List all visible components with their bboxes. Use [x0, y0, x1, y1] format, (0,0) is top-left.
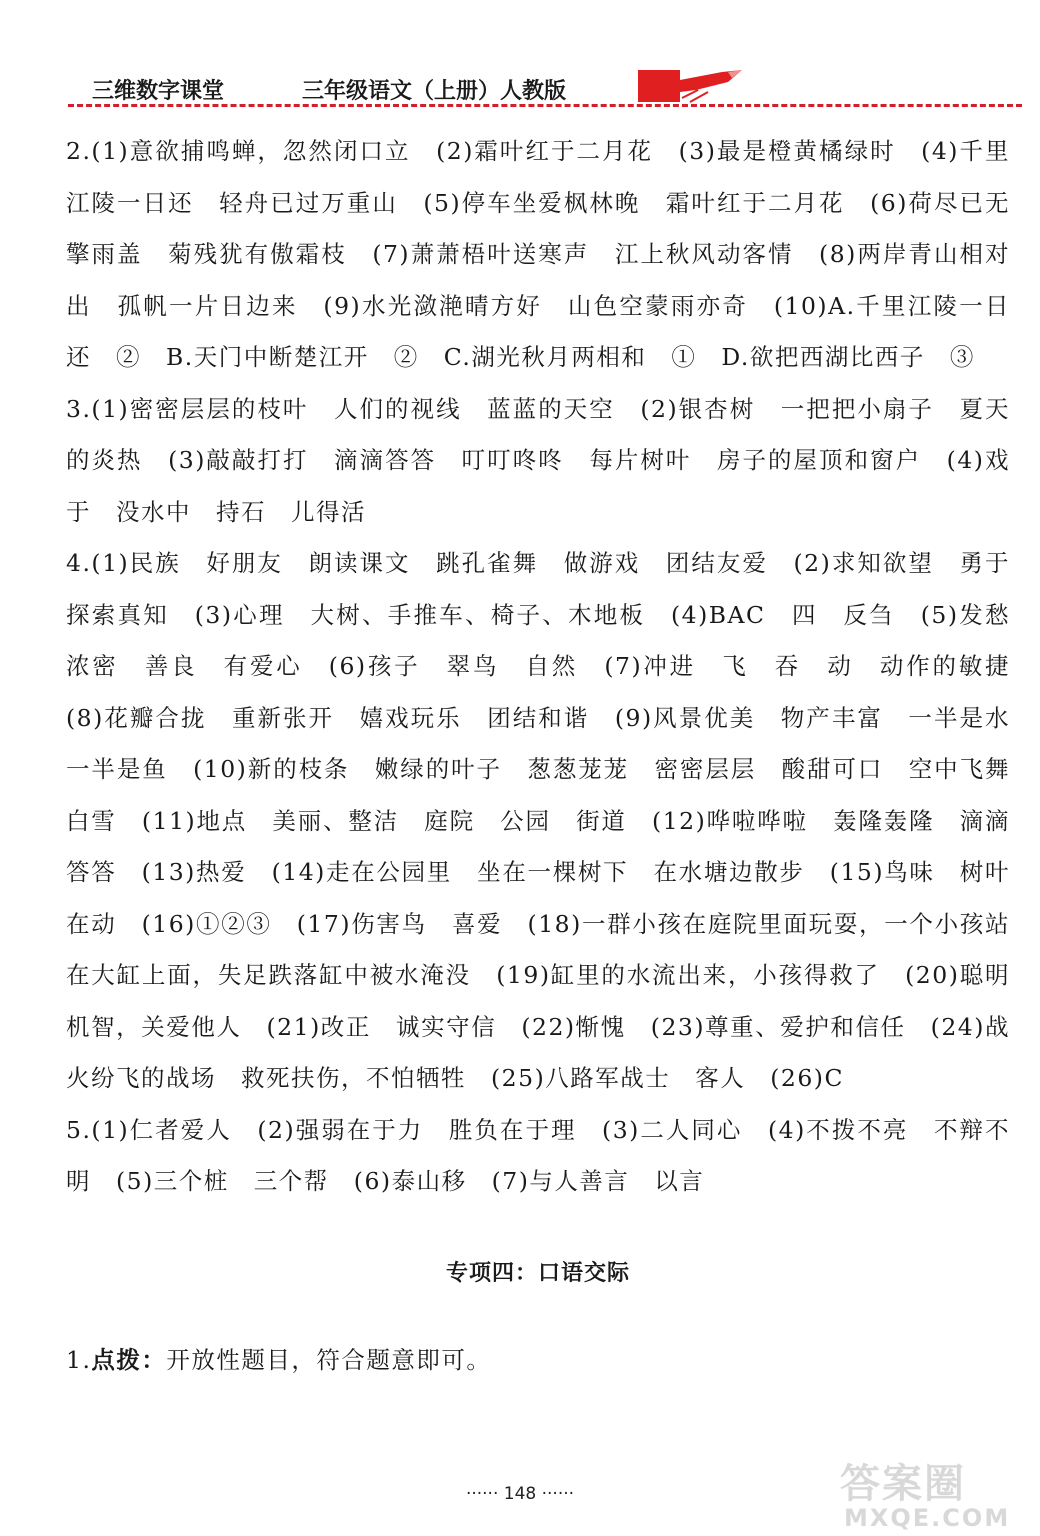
- brand-title: 三维数字课堂: [92, 79, 225, 104]
- page-number: ······ 148 ······: [465, 1484, 575, 1504]
- answer-item-4: [66, 538, 1035, 1105]
- section-title: 专项四：口语交际: [445, 1260, 630, 1286]
- watermark-url: MXQE.COM: [844, 1504, 1011, 1532]
- item-number: 4.: [66, 549, 92, 577]
- watermark-logo: [830, 1452, 1030, 1536]
- page-header: [0, 62, 1040, 110]
- item-text: (1)民族 好朋友 朗读课文 跳孔雀舞 做游戏 团结友爱 (2)求知欲望 勇于探索真知 (3)心理 大树、手推车、椅子、木地板 (4)BAC 四 反刍 (5)发愁 浓密 善良 有爱心 (6)孩子 翠鸟 自然 (7)冲进 飞 吞 动 动作的敏捷 (8)花瓣合拢 重新张开 嬉戏玩乐 团结和谐 (9)风景优美 物产丰富 一半是水 一半是鱼 (10)新的枝条 嫩绿的叶子 葱葱茏茏 密密层层 酸甜可口 空中飞舞 白雪 (11)地点 美丽、整洁 庭院 公园 街道 (12)哗啦哗啦 轰隆轰隆 滴滴答答 (13)热爱 (14)走在公园里 坐在一棵树下 在水塘边散步 (15)鸟味 树叶在动 (16)①②③ (17)伤害鸟 喜爱 (18)一群小孩在庭院里面玩耍，一个小孩站在大缸上面，失足跌落缸中被水淹没 (19)缸里的水流出来，小孩得救了 (20)聪明机智，关爱他人 (21)改正 诚实守信 (22)惭愧 (23)尊重、爱护和信任 (24)战火纷飞的战场 救死扶伤，不怕牺牲 (25)八路军战士 客人 (26)C: [66, 549, 1035, 1092]
- answer-item-2: [66, 126, 1010, 384]
- item-text: (1)仁者爱人 (2)强弱在于力 胜负在于理 (3)二人同心 (4)不拨不亮 不辩不明 (5)三个桩 三个帮 (6)泰山移 (7)与人善言 以言: [66, 1115, 1010, 1195]
- rocket-icon: [636, 66, 746, 106]
- answer-item-3: [66, 384, 1010, 539]
- item-number: 1.: [66, 1346, 92, 1374]
- item-number: 3.: [66, 394, 92, 423]
- item-text: 开放性题目，符合题意即可。: [166, 1346, 492, 1374]
- item-text: (1)密密层层的枝叶 人们的视线 蓝蓝的天空 (2)银杏树 一把把小扇子 夏天的炎热 (3)敲敲打打 滴滴答答 叮叮咚咚 每片树叶 房子的屋顶和窗户 (4)戏于 没水中 持石 儿得活: [66, 394, 1010, 526]
- answer-content: [66, 126, 1035, 1387]
- header-dashed-rule: [68, 104, 1022, 107]
- answer-item-5: [66, 1105, 1010, 1208]
- item-number: 5.: [66, 1115, 92, 1144]
- item-text: (1)意欲捕鸣蝉，忽然闭口立 (2)霜叶红于二月花 (3)最是橙黄橘绿时 (4)千里江陵一日还 轻舟已过万重山 (5)停车坐爱枫林晚 霜叶红于二月花 (6)荷尽已无擎雨盖 菊残犹有傲霜枝 (7)萧萧梧叶送寒声 江上秋风动客情 (8)两岸青山相对出 孤帆一片日边来 (9)水光潋滟晴方好 山色空蒙雨亦奇 (10)A.千里江陵一日还 ② B.天门中断楚江开 ② C.湖光秋月两相和 ① D.欲把西湖比西子 ③: [66, 137, 1010, 371]
- section-item-1: [66, 1335, 1010, 1387]
- watermark-text: 答案圈: [840, 1461, 966, 1507]
- item-number: 2.: [66, 137, 92, 165]
- tip-label: 点拨：: [91, 1346, 167, 1374]
- book-title: 三年级语文（上册）人教版: [302, 79, 567, 104]
